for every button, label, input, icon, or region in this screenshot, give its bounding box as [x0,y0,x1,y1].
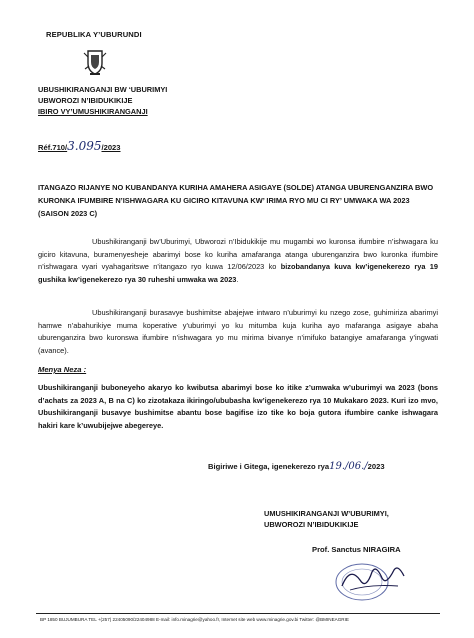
notice-text: Ubushikiranganji buboneyeho akaryo ko kwibutsa abarimyi bose ko itike z’umwaka w’uburimyi wa 2023 (bons d’achats za 2023 A, B na C) ko zizotakaza ikiringo/ububasha kw’igenekerezo rya 10 Mukakaro 2023. Kuri izo mvo, Ubushikiranganji busavye bushimitse abantu bose bagifise izo tike ko boja gutora ifumbire canke ishwagara hakiri kare k’uwubijejwe abegereye. [38,383,438,430]
ministry-line-3: IBIRO VY’UMUSHIKIRANGANJI [38,107,148,117]
reference-suffix: /2023 [101,143,121,152]
republic-heading: REPUBLIKA Y’UBURUNDI [46,30,142,39]
paragraph-1-end: . [236,274,239,284]
signer-title-line-2: UBWOROZI N’IBIDUKIKIJE [264,520,359,530]
place-date-handwritten: 19./06./ [329,461,368,472]
signer-name: Prof. Sanctus NIRAGIRA [312,545,401,554]
ministry-line-1: UBUSHIKIRANGANJI BW ‘UBURIMYI [38,85,168,94]
document-subject: ITANGAZO RIJANYE NO KUBANDANYA KURIHA AMAHERA ASIGAYE (SOLDE) ATANGA UBURENGANZIRA BWO KURONKA IFUMBIRE N’ISHWAGARA KU GICIRO KITAVUNA KW’ IRIMA RYO MU CI RY’ UMWAKA WA 2023 (SAISON 2023 C) [38,183,434,218]
signature-and-stamp [320,556,420,604]
signer-title-line-1: UMUSHIKIRANGANJI W’UBURIMYI, [264,509,389,518]
paragraph-1 [38,236,438,286]
paragraph-1-bold: bizobandanya kuva kw’igenekerezo rya 19 gushika kw’igenekerezo rya 30 ruheshi umwaka wa 2023 [38,262,438,284]
paragraph-1-text: Ubushikiranganji bw’Uburimyi, Ubworozi n’Ibidukikije mu mugambi wo kuronsa ifumbire n’ishwagara ku giciro kitavuna, buramenyesheje abarimyi bose ko kuriha amafaranga atanga uburenganzira bwo kuronka ifumbire n’ishwagara vyari vyahagaritswe n’itangazo ryo kuwa 12/06/2023 ko [38,237,438,272]
place-date-year: 2023 [367,462,385,471]
place-date [208,461,385,472]
signer-title [264,508,389,531]
notice-heading: Menya Neza : [38,365,87,374]
footer-divider [36,613,440,614]
reference-number [38,139,121,153]
paragraph-2: Ubushikiranganji burasavye bushimitse abajejwe intwaro n’uburimyi ku nzego zose, guhimiriza abarimyi hamwe n’abahurikiye muma koperative y’uburimyi yo ku mitumba kuja kuriha ayo mafaranga asigaye abaha uburenganzira bwo kuronswa ifumbire n’ishwagara yo mu mirima bivanye n’imifuko batangiye amafaranga y’ingwati (avance). [38,308,438,355]
ministry-header [38,84,167,118]
footer-contact: BP 1850 BUJUMBURA TEL +(257) 22405090/22404988 E-mail: info.minagrie@yahoo.fr, Internet site web www.minagrie.gov.bi Twitter: @BMINEAGRIE [40,617,349,622]
ministry-line-2: UBWOROZI N’IBIDUKIKIJE [38,96,133,106]
coat-of-arms-icon [80,47,110,77]
reference-handwritten-number: 3.095 [67,139,102,153]
place-date-prefix: Bigiriwe i Gitega, igenekerezo rya [208,462,330,471]
reference-prefix: Réf.710/ [38,143,68,152]
